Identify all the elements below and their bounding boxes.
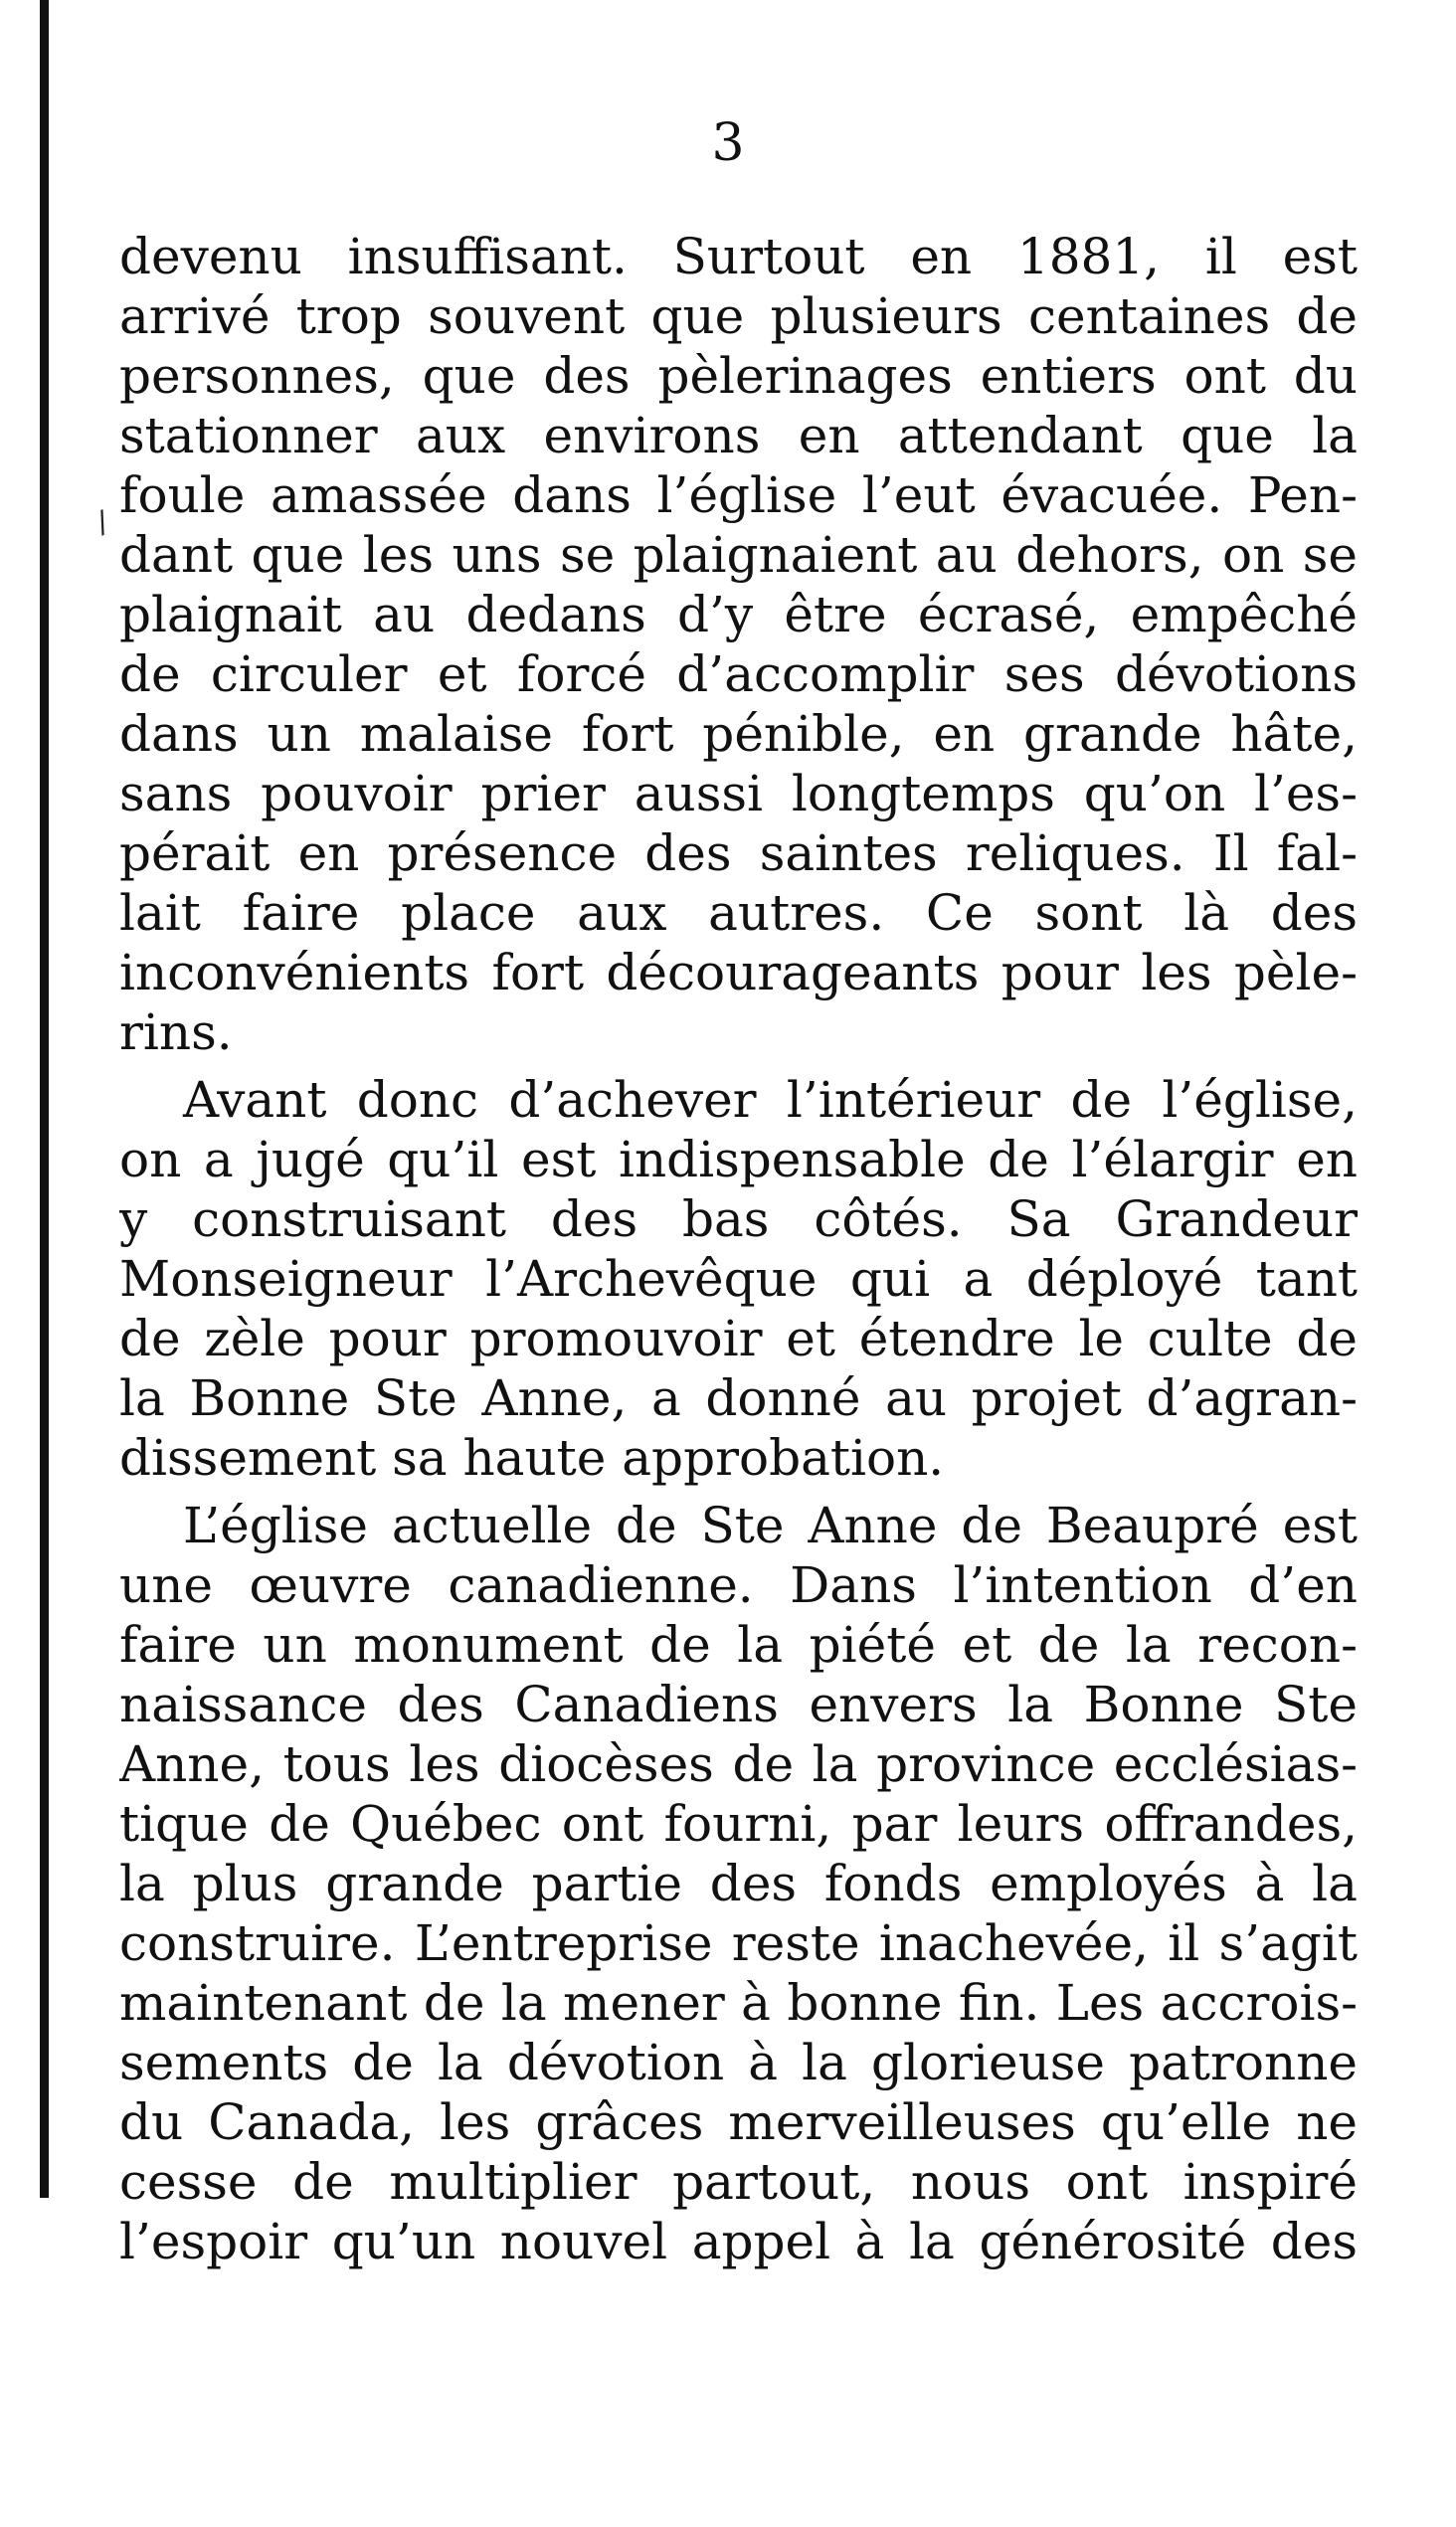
text-line: la Bonne Ste Anne, a donné au projet d’agran- (119, 1369, 1358, 1427)
text-line: Anne, tous les diocèses de la province ecclésias- (119, 1735, 1358, 1793)
text-line: rins. (119, 1003, 233, 1061)
text-line: personnes, que des pèlerinages entiers ont du (119, 347, 1358, 405)
text-line: devenu insuffisant. Surtout en 1881, il est (119, 228, 1358, 285)
body-text (119, 227, 1358, 2271)
text-line: de zèle pour promouvoir et étendre le culte de (119, 1310, 1358, 1367)
text-line: de circuler et forcé d’accomplir ses dévotions (119, 645, 1358, 703)
text-line: dans un malaise fort pénible, en grande hâte, (119, 705, 1358, 763)
text-line: stationner aux environs en attendant que la (119, 407, 1358, 464)
text-line: cesse de multiplier partout, nous ont inspiré (119, 2153, 1358, 2211)
text-line: on a jugé qu’il est indispensable de l’élargir en (119, 1131, 1358, 1188)
paragraph (119, 227, 1358, 1062)
text-line: tique de Québec ont fourni, par leurs offrandes, (119, 1795, 1358, 1853)
text-line: dant que les uns se plaignaient au dehors, on se (119, 526, 1358, 584)
text-line: du Canada, les grâces merveilleuses qu’elle ne (119, 2093, 1358, 2151)
paragraph (119, 1496, 1358, 2271)
stray-ink-mark: / (91, 504, 113, 541)
text-line: sements de la dévotion à la glorieuse patronne (119, 2034, 1358, 2091)
page-number: 3 (711, 113, 745, 173)
text-line: inconvénients fort décourageants pour les pèle- (119, 944, 1358, 1001)
text-line: arrivé trop souvent que plusieurs centaines de (119, 287, 1358, 345)
text-line: L’église actuelle de Ste Anne de Beaupré est (183, 1497, 1358, 1554)
text-line: Avant donc d’achever l’intérieur de l’église, (183, 1071, 1358, 1129)
text-line: la plus grande partie des fonds employés à la (119, 1855, 1358, 1912)
paragraph (119, 1070, 1358, 1488)
text-line: sans pouvoir prier aussi longtemps qu’on l’es- (119, 765, 1358, 822)
text-line: dissement sa haute approbation. (119, 1429, 945, 1487)
text-line: naissance des Canadiens envers la Bonne Ste (119, 1676, 1358, 1733)
text-line: foule amassée dans l’église l’eut évacuée. Pen- (119, 466, 1358, 524)
page-binding-edge (40, 0, 49, 2198)
text-line: pérait en présence des saintes reliques. Il fal- (119, 824, 1358, 882)
text-line: Monseigneur l’Archevêque qui a déployé tant (119, 1250, 1358, 1308)
text-line: une œuvre canadienne. Dans l’intention d’en (119, 1556, 1358, 1614)
text-line: lait faire place aux autres. Ce sont là des (119, 884, 1358, 942)
text-line: l’espoir qu’un nouvel appel à la générosité des (119, 2213, 1358, 2270)
text-line: y construisant des bas côtés. Sa Grandeur (119, 1190, 1358, 1248)
text-line: construire. L’entreprise reste inachevée, il s’agit (119, 1914, 1358, 1972)
text-line: faire un monument de la piété et de la recon- (119, 1616, 1358, 1674)
text-line: maintenant de la mener à bonne fin. Les accrois- (119, 1974, 1358, 2032)
text-line: plaignait au dedans d’y être écrasé, empêché (119, 586, 1358, 643)
